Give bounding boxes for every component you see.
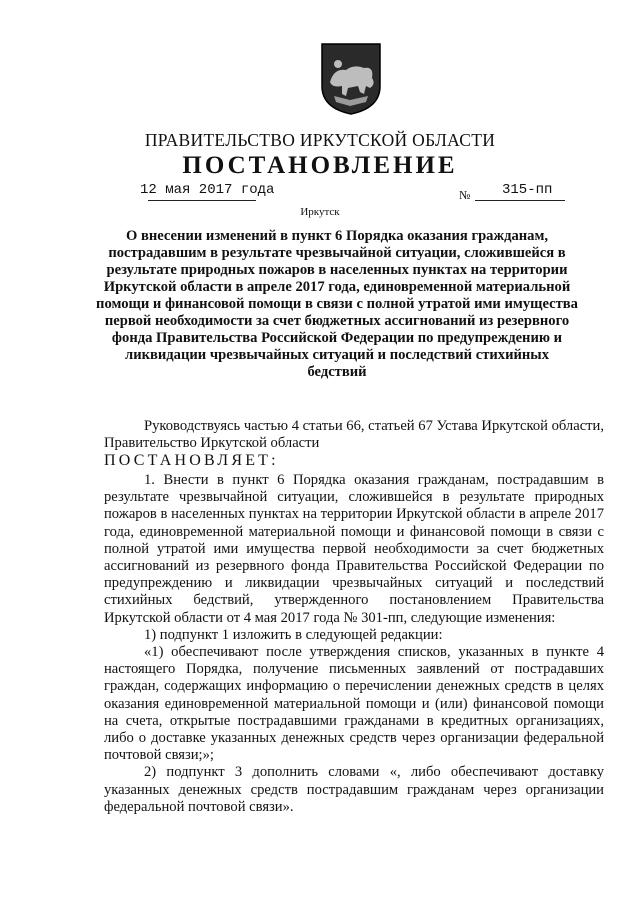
intro-paragraph — [104, 418, 604, 452]
resolve-heading: ПОСТАНОВЛЯЕТ: — [104, 452, 279, 469]
organization-name: ПРАВИТЕЛЬСТВО ИРКУТСКОЙ ОБЛАСТИ — [144, 130, 496, 150]
intro-text: Руководствуясь частью 4 статьи 66, статьей 67 Устава Иркутской области, Правительство Иркутской области — [104, 418, 605, 451]
paragraph-4: 2) подпункт 3 дополнить словами «, либо обеспечивают доставку указанных денежных средств пострадавшим гражданам через организации федеральной почтовой связи». — [104, 764, 604, 815]
paragraph-1: 1. Внести в пункт 6 Порядка оказания гражданам, пострадавшим в результате чрезвычайной ситуации, сложившейся в результате природных пожаров в населенных пунктах на территории Иркутской области в апреле 2017 года, единовременной материальной помощи и финансовой помощи в связи с полной утратой ими имущества первой необходимости за счет бюджетных ассигнований из резервного фонда Правительства Российской Федерации по предупреждению и ликвидации чрезвычайных ситуаций и последствий стихийных бедствий, утвержденного постановлением Правительства Иркутской области от 4 мая 2017 года № 301-пп, следующие изменения: — [104, 472, 604, 626]
document-date: 12 мая 2017 года — [140, 182, 275, 198]
resolution-body — [104, 472, 604, 816]
city-name: Иркутск — [300, 206, 340, 218]
number-underline — [475, 200, 565, 201]
date-underline — [148, 200, 256, 201]
document-title: О внесении изменений в пункт 6 Порядка оказания гражданам, пострадавшим в результате чрезвычайной ситуации, сложившейся в результате природных пожаров в населенных пунктах на территории Иркутской области в апреле 2017 года, единовременной материальной помощи и финансовой помощи в связи с полной утратой ими имущества первой необходимости за счет бюджетных ассигнований из резервного фонда Правительства Российской Федерации по предупреждению и ликвидации чрезвычайных ситуаций и последствий стихийных бедствий — [96, 228, 578, 380]
paragraph-3: «1) обеспечивают после утверждения списков, указанных в пункте 4 настоящего Порядка, получение письменных заявлений от пострадавших граждан, содержащих информацию о перечислении денежных средств в целях оказания единовременной материальной помощи и (или) финансовой помощи на счета, открытые пострадавшими гражданами в кредитных организациях, либо о доставке указанных денежных средств через организации федеральной почтовой связи;»; — [104, 644, 604, 764]
coat-of-arms-emblem — [320, 42, 382, 116]
document-type: ПОСТАНОВЛЕНИЕ — [182, 152, 458, 179]
paragraph-2: 1) подпункт 1 изложить в следующей редакции: — [144, 626, 443, 643]
document-number: 315-пп — [502, 182, 553, 198]
number-mark: № — [459, 188, 471, 202]
